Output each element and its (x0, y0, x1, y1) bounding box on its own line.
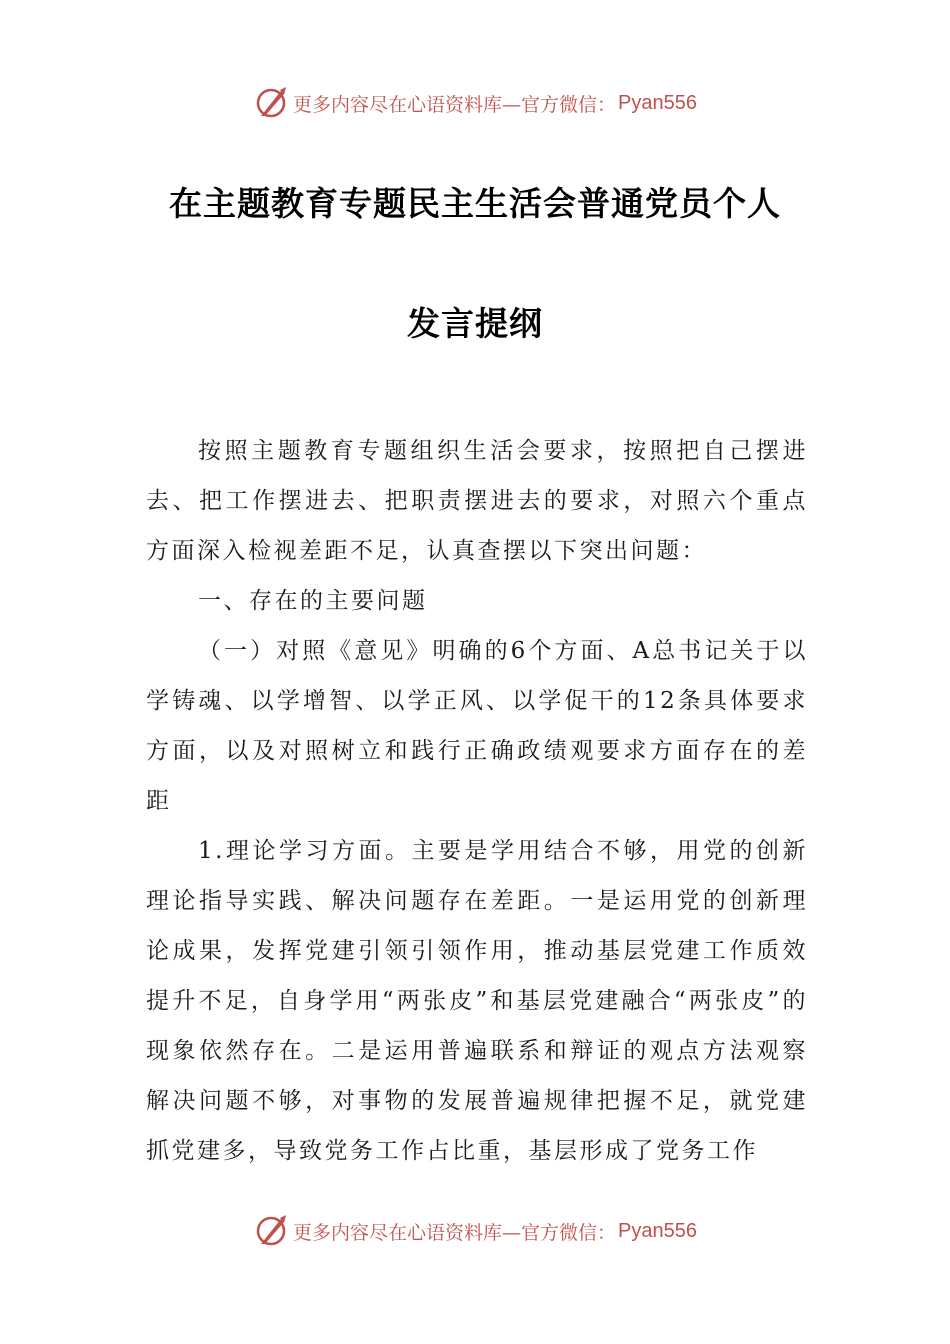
subsection-heading: （一）对照《意见》明确的6个方面、A总书记关于以学铸魂、以学增智、以学正风、以学促干的12条具体要求方面，以及对照树立和践行正确政绩观要求方面存在的差距 (146, 638, 808, 814)
footer-wechat-id: Pyan556 (618, 1219, 697, 1242)
section-heading: 一、存在的主要问题 (198, 588, 428, 614)
intro-paragraph: 按照主题教育专题组织生活会要求，按照把自己摆进去、把工作摆进去、把职责摆进去的要求，对照六个重点方面深入检视差距不足，认真查摆以下突出问题： (146, 438, 808, 564)
item-paragraph: 1.理论学习方面。主要是学用结合不够，用党的创新理论指导实践、解决问题存在差距。一是运用党的创新理论成果，发挥党建引领引领作用，推动基层党建工作质效提升不足，自身学用“两张皮”和基层党建融合“两张皮”的现象依然存在。二是运用普遍联系和辩证的观点方法观察解决问题不够，对事物的发展普遍规律把握不足，就党建抓党建多，导致党务工作占比重，基层形成了党务工作 (146, 838, 808, 1164)
quill-pen-logo-icon (253, 1213, 289, 1249)
header-banner-text: 更多内容尽在心语资料库—官方微信： (293, 93, 617, 116)
document-body (146, 426, 808, 1176)
footer-banner-text: 更多内容尽在心语资料库—官方微信： (293, 1221, 617, 1244)
header-banner (0, 81, 950, 125)
footer-banner (0, 1209, 950, 1253)
document-title-line-2: 发言提纲 (407, 304, 543, 343)
header-wechat-id: Pyan556 (618, 91, 697, 114)
quill-pen-logo-icon (253, 85, 289, 121)
document-title-line-1: 在主题教育专题民主生活会普通党员个人 (169, 184, 781, 223)
